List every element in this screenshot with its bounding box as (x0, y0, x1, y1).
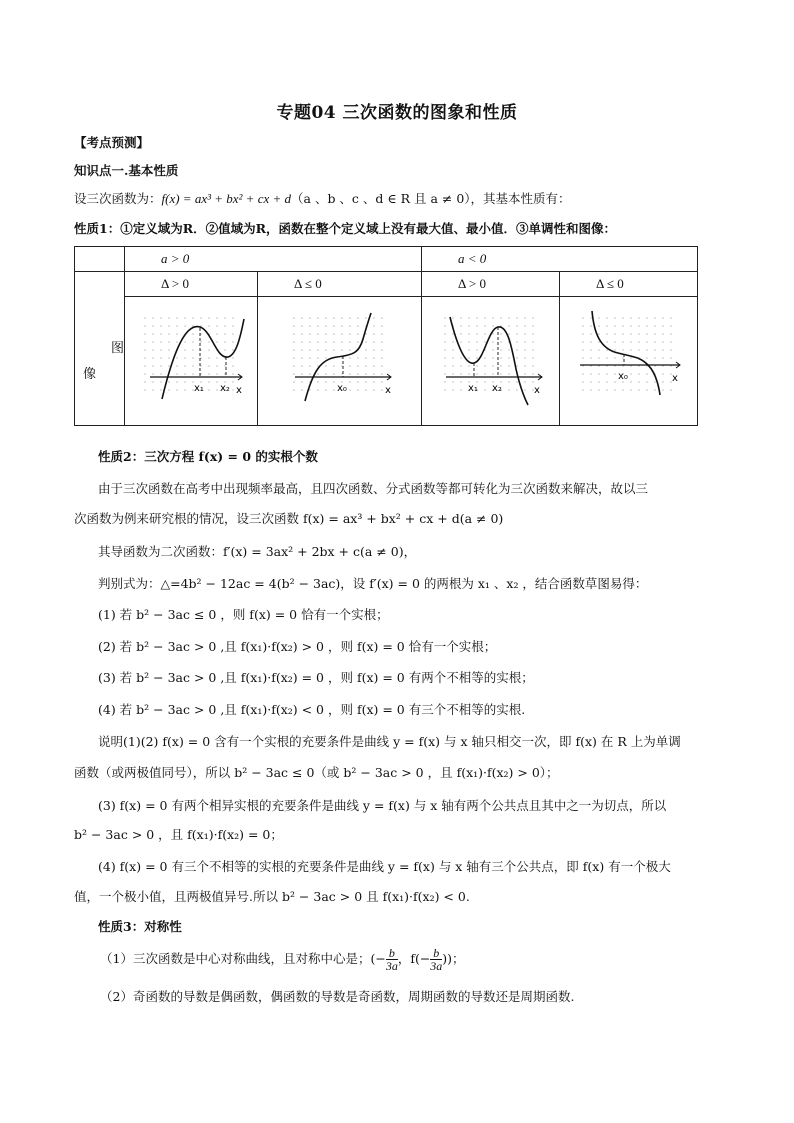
intro-condition: （a 、b 、c 、d ∈ R 且 a ≠ 0），其基本性质有： (291, 191, 571, 206)
header-a-positive: a > 0 (125, 247, 422, 272)
fraction-b-over-3a: $\frac{b}{3a}$ (385, 946, 398, 973)
subheader-delta-pos-2: Δ > 0 (422, 272, 560, 297)
cubic-graph-decreasing-two-extrema (436, 309, 546, 409)
label-x2: x₂ (220, 383, 230, 395)
label-x: x (236, 385, 242, 397)
note-line-6: 值，一个极小值，且两极值异号.所以 b² − 3ac > 0 且 f(x₁)·f(x₂) < 0. (74, 889, 470, 904)
graph-cell-1 (125, 297, 258, 426)
case-1: (1) 若 b² − 3ac ≤ 0 ，则 f(x) = 0 恰有一个实根； (98, 607, 389, 622)
property2-title: 性质2：三次方程 f(x) = 0 的实根个数 (98, 449, 318, 464)
symmetry-prefix: （1）三次函数是中心对称曲线，且对称中心是；(− (100, 951, 386, 966)
label-x: x (533, 385, 540, 397)
page-title: 专题04 三次函数的图象和性质 (276, 103, 518, 123)
symmetry-item-1 (100, 946, 465, 972)
label-x2: x₂ (491, 383, 502, 395)
monotonicity-table (74, 246, 698, 426)
label-x: x (384, 385, 391, 397)
label-x0: x₀ (617, 371, 628, 383)
graph-cell-3 (422, 297, 560, 426)
intro-formula: f(x) = ax³ + bx² + cx + d (161, 191, 292, 206)
p2-line-2: 次函数为例来研究根的情况，设三次函数 f(x) = ax³ + bx² + cx + d(a ≠ 0) (74, 511, 504, 526)
label-x1: x₁ (194, 383, 204, 395)
note-line-4: b² − 3ac > 0 ，且 f(x₁)·f(x₂) = 0； (74, 827, 283, 842)
p2-line-3: 其导函数为二次函数：f′(x) = 3ax² + 2bx + c(a ≠ 0)， (98, 544, 417, 559)
note-line-3: (3) f(x) = 0 有两个相异实根的充要条件是曲线 y = f(x) 与 x 轴有两个公共点且其中之一为切点，所以 (98, 798, 667, 813)
symmetry-suffix: ))； (442, 951, 465, 966)
row-label-cell (75, 272, 125, 426)
label-x0: x₀ (336, 383, 347, 395)
property1-text: 性质1：①定义域为R．②值域为R，函数在整个定义域上没有最大值、最小值．③单调性和图像： (74, 221, 616, 236)
fraction-b-over-3a-2: $\frac{b}{3a}$ (430, 946, 443, 973)
case-3: (3) 若 b² − 3ac > 0 ,且 f(x₁)·f(x₂) = 0 ，则 f(x) = 0 有两个不相等的实根； (98, 670, 534, 685)
label-x1: x₁ (467, 383, 478, 395)
label-x: x (671, 373, 678, 385)
symmetry-item-2: （2）奇函数的导数是偶函数，偶函数的导数是奇函数，周期函数的导数还是周期函数. (100, 989, 575, 1004)
subheader-delta-pos-1: Δ > 0 (125, 272, 258, 297)
intro-line (74, 190, 571, 208)
note-line-2: 函数（或两极值同号），所以 b² − 3ac ≤ 0（或 b² − 3ac > 0 ，且 f(x₁)·f(x₂) > 0）； (74, 765, 559, 780)
note-line-5: (4) f(x) = 0 有三个不相等的实根的充要条件是曲线 y = f(x) 与 x 轴有三个公共点，即 f(x) 有一个极大 (98, 859, 671, 874)
symmetry-mid: ，f(− (397, 951, 431, 966)
knowledge-point-heading: 知识点一.基本性质 (74, 163, 179, 178)
p2-line-1: 由于三次函数在高考中出现频率最高，且四次函数、分式函数等都可转化为三次函数来解决，故以三 (98, 481, 649, 496)
header-a-negative: a < 0 (422, 247, 698, 272)
note-line-1: 说明(1)(2) f(x) = 0 含有一个实根的充要条件是曲线 y = f(x) 与 x 轴只相交一次，即 f(x) 在 R 上为单调 (98, 734, 681, 749)
case-2: (2) 若 b² − 3ac > 0 ,且 f(x₁)·f(x₂) > 0 ，则 f(x) = 0 恰有一个实根； (98, 639, 497, 654)
intro-prefix: 设三次函数为： (74, 191, 162, 206)
case-4: (4) 若 b² − 3ac > 0 ,且 f(x₁)·f(x₂) < 0 ，则 f(x) = 0 有三个不相等的实根. (98, 702, 526, 717)
cubic-graph-monotone-decreasing (574, 309, 684, 409)
row-label-char-1: 图 (111, 340, 125, 356)
section-tag: 【考点预测】 (74, 135, 150, 150)
cubic-graph-increasing-two-extrema (136, 309, 246, 409)
subheader-delta-le-1: Δ ≤ 0 (258, 272, 422, 297)
row-label-char-2: 像 (83, 366, 97, 382)
property3-title: 性质3：对称性 (98, 919, 182, 934)
subheader-delta-le-2: Δ ≤ 0 (560, 272, 698, 297)
cubic-graph-monotone-increasing (285, 309, 395, 409)
table-corner (75, 247, 125, 272)
p2-line-4: 判别式为：△=4b² − 12ac = 4(b² − 3ac)，设 f′(x) = 0 的两根为 x₁ 、x₂ ，结合函数草图易得： (98, 576, 648, 591)
graph-cell-2 (258, 297, 422, 426)
graph-cell-4 (560, 297, 698, 426)
